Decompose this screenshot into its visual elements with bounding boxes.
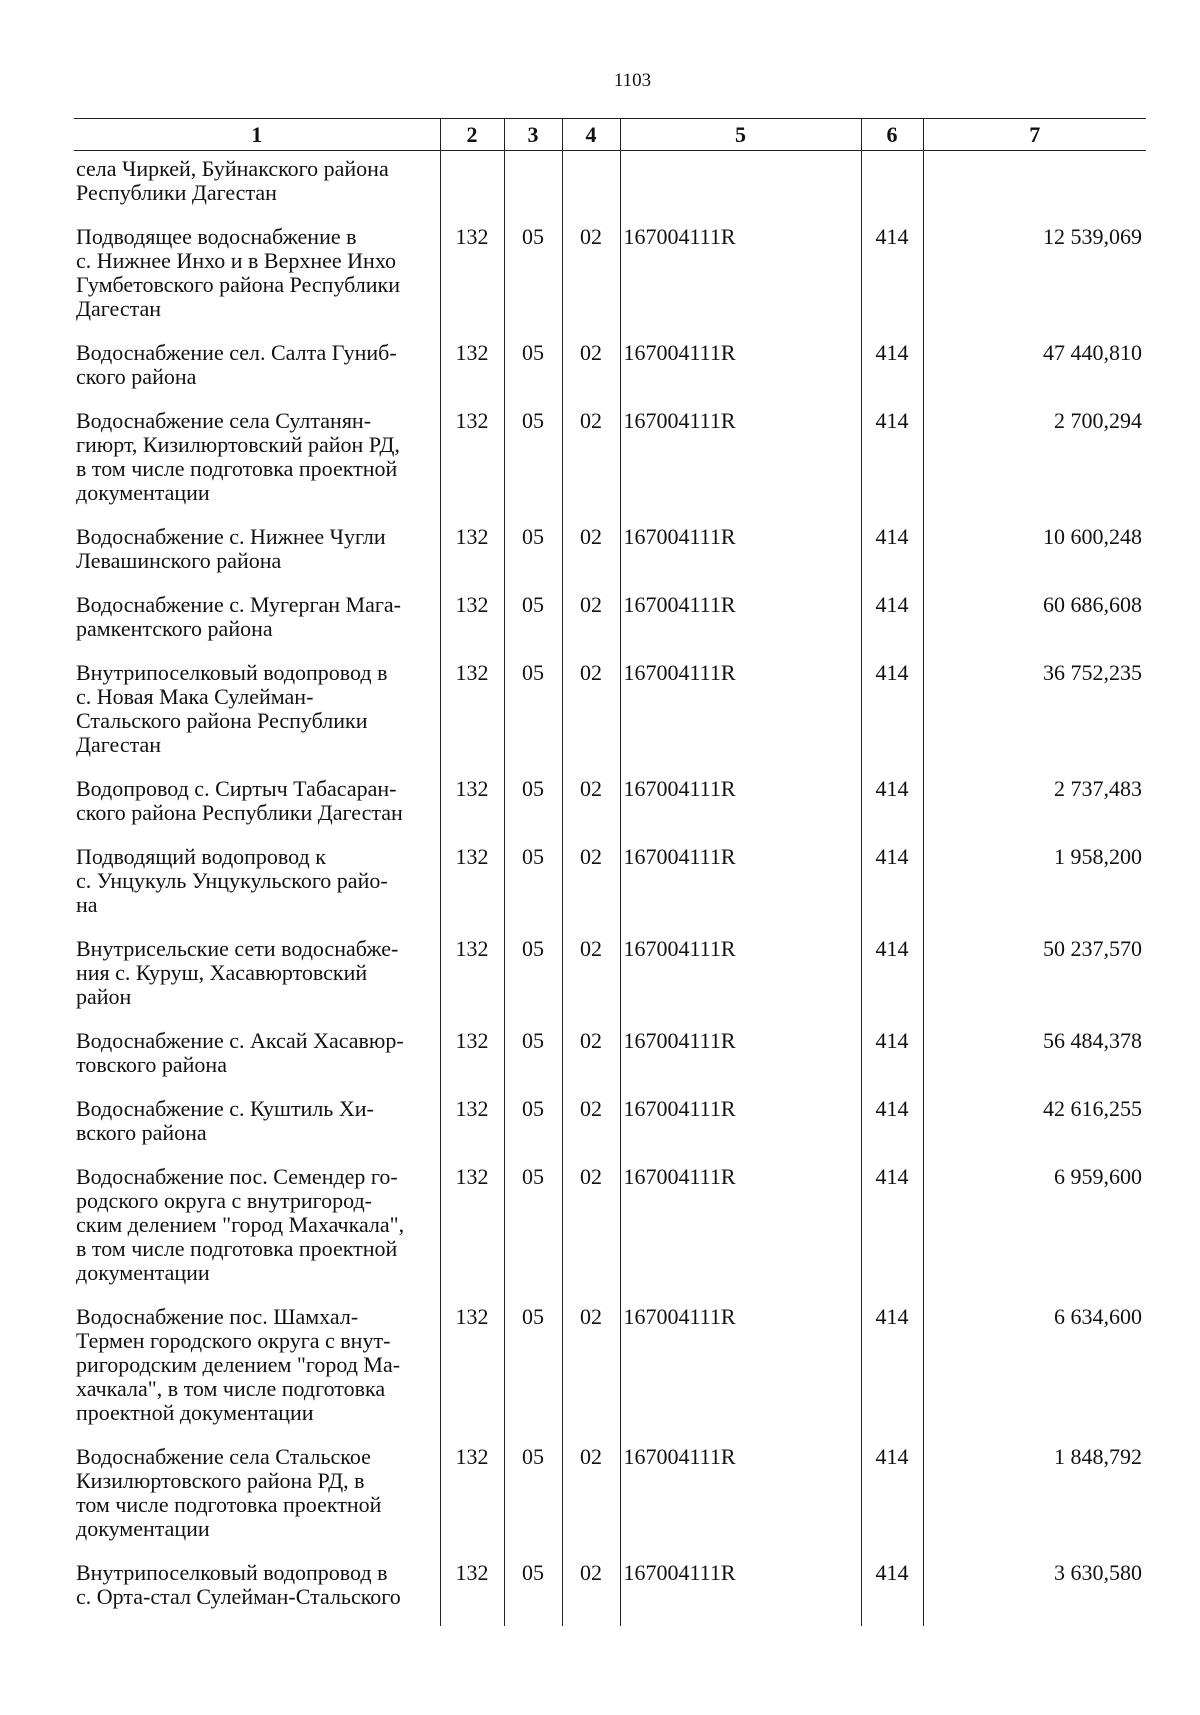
cell-col-3: 05 [504, 842, 562, 934]
cell-col-5: 167004111R [620, 1558, 861, 1626]
cell-description: Водоснабжение с. Нижнее Чугли Левашинского района [76, 524, 386, 573]
cell-col-2: 132 [440, 406, 504, 522]
cell-col-6 [861, 151, 923, 223]
cell-col-2: 132 [440, 590, 504, 658]
page-number: 1103 [613, 70, 652, 91]
cell-col-3: 05 [504, 338, 562, 406]
header-col-3: 3 [504, 119, 562, 151]
table-body [74, 151, 1146, 1627]
cell-col-5: 167004111R [620, 934, 861, 1026]
table-row [74, 1094, 1146, 1162]
cell-col-2: 132 [440, 1162, 504, 1302]
table-row [74, 1026, 1146, 1094]
table-row [74, 842, 1146, 934]
cell-col-3: 05 [504, 1302, 562, 1442]
table-row [74, 338, 1146, 406]
cell-amount: 56 484,378 [923, 1026, 1146, 1094]
cell-col-3 [504, 151, 562, 223]
cell-description: Внутрипоселковый водопровод в с. Новая Мака Сулейман- Стальского района Республики Дагестан [76, 660, 388, 757]
cell-col-4: 02 [562, 1558, 620, 1626]
table-row [74, 1558, 1146, 1626]
cell-col-5: 167004111R [620, 842, 861, 934]
cell-col-4: 02 [562, 1162, 620, 1302]
cell-col-4: 02 [562, 1442, 620, 1558]
cell-col-4: 02 [562, 590, 620, 658]
cell-description: Водоснабжение пос. Шамхал- Термен городского округа с внут- ригородским делением "город Ма- хачкала", в том числе подготовка проектной документации [76, 1304, 401, 1425]
cell-col-6: 414 [861, 1302, 923, 1442]
table-row [74, 406, 1146, 522]
cell-col-2: 132 [440, 1558, 504, 1626]
cell-col-5: 167004111R [620, 1094, 861, 1162]
header-col-5: 5 [620, 119, 861, 151]
cell-col-4: 02 [562, 522, 620, 590]
cell-col-5: 167004111R [620, 406, 861, 522]
cell-amount: 3 630,580 [923, 1558, 1146, 1626]
cell-amount: 6 959,600 [923, 1162, 1146, 1302]
cell-col-5 [620, 151, 861, 223]
cell-col-6: 414 [861, 1558, 923, 1626]
cell-col-2: 132 [440, 222, 504, 338]
cell-col-4: 02 [562, 1026, 620, 1094]
header-col-4: 4 [562, 119, 620, 151]
cell-col-6: 414 [861, 590, 923, 658]
table-row [74, 774, 1146, 842]
cell-description: Подводящий водопровод к с. Унцукуль Унцукульского райо- на [76, 844, 388, 917]
cell-col-6: 414 [861, 658, 923, 774]
cell-description: Водоснабжение села Стальское Кизилюртовского района РД, в том числе подготовка проектной документации [76, 1444, 382, 1541]
table-row [74, 151, 1146, 223]
cell-col-2: 132 [440, 1094, 504, 1162]
cell-col-2 [440, 151, 504, 223]
cell-col-3: 05 [504, 1094, 562, 1162]
cell-col-5: 167004111R [620, 590, 861, 658]
cell-col-5: 167004111R [620, 522, 861, 590]
cell-description: Водоснабжение сел. Салта Гуниб- ского района [76, 340, 397, 389]
cell-col-5: 167004111R [620, 338, 861, 406]
cell-amount: 2 737,483 [923, 774, 1146, 842]
cell-description: Подводящее водоснабжение в с. Нижнее Инхо и в Верхнее Инхо Гумбетовского района Республики Дагестан [76, 224, 401, 321]
cell-col-3: 05 [504, 1558, 562, 1626]
cell-col-3: 05 [504, 1442, 562, 1558]
table-row [74, 658, 1146, 774]
cell-col-4: 02 [562, 842, 620, 934]
cell-amount: 47 440,810 [923, 338, 1146, 406]
header-col-7: 7 [923, 119, 1146, 151]
cell-col-6: 414 [861, 934, 923, 1026]
cell-col-2: 132 [440, 658, 504, 774]
cell-col-5: 167004111R [620, 1026, 861, 1094]
cell-col-4: 02 [562, 338, 620, 406]
cell-col-6: 414 [861, 1026, 923, 1094]
cell-amount: 1 848,792 [923, 1442, 1146, 1558]
cell-col-3: 05 [504, 934, 562, 1026]
cell-amount: 42 616,255 [923, 1094, 1146, 1162]
cell-col-2: 132 [440, 522, 504, 590]
cell-col-3: 05 [504, 658, 562, 774]
cell-col-6: 414 [861, 222, 923, 338]
cell-amount: 50 237,570 [923, 934, 1146, 1026]
table-row [74, 590, 1146, 658]
cell-col-4: 02 [562, 1094, 620, 1162]
cell-amount: 1 958,200 [923, 842, 1146, 934]
cell-amount: 36 752,235 [923, 658, 1146, 774]
cell-col-5: 167004111R [620, 1162, 861, 1302]
cell-col-6: 414 [861, 842, 923, 934]
cell-col-4 [562, 151, 620, 223]
cell-description: Водоснабжение села Султанян- гиюрт, Кизилюртовский район РД, в том числе подготовка проектной документации [76, 408, 400, 505]
cell-description: села Чиркей, Буйнакского района Республики Дагестан [76, 156, 389, 205]
cell-amount: 10 600,248 [923, 522, 1146, 590]
cell-col-2: 132 [440, 842, 504, 934]
cell-col-6: 414 [861, 774, 923, 842]
cell-description: Водоснабжение с. Аксай Хасавюр- товского района [76, 1028, 404, 1077]
cell-col-3: 05 [504, 1026, 562, 1094]
cell-col-5: 167004111R [620, 774, 861, 842]
cell-col-3: 05 [504, 222, 562, 338]
header-col-1: 1 [74, 119, 440, 151]
cell-col-4: 02 [562, 934, 620, 1026]
cell-amount: 2 700,294 [923, 406, 1146, 522]
cell-col-4: 02 [562, 1302, 620, 1442]
header-col-6: 6 [861, 119, 923, 151]
cell-col-6: 414 [861, 1162, 923, 1302]
table-header [74, 119, 1146, 151]
cell-col-3: 05 [504, 774, 562, 842]
cell-col-6: 414 [861, 338, 923, 406]
cell-description: Водоснабжение с. Куштиль Хи- вского района [76, 1096, 374, 1145]
cell-col-4: 02 [562, 406, 620, 522]
cell-col-2: 132 [440, 338, 504, 406]
header-row [74, 119, 1146, 151]
cell-col-6: 414 [861, 522, 923, 590]
cell-col-6: 414 [861, 1094, 923, 1162]
cell-col-6: 414 [861, 1442, 923, 1558]
cell-col-2: 132 [440, 934, 504, 1026]
cell-col-2: 132 [440, 1026, 504, 1094]
cell-col-3: 05 [504, 406, 562, 522]
cell-description: Водоснабжение пос. Семендер го- родского округа с внутригород- ским делением "город Махачкала", в том числе подготовка проектной документации [76, 1164, 405, 1285]
table-row [74, 934, 1146, 1026]
cell-amount: 6 634,600 [923, 1302, 1146, 1442]
cell-description: Внутрипоселковый водопровод в с. Орта-стал Сулейман-Стальского [76, 1560, 401, 1609]
cell-col-5: 167004111R [620, 1302, 861, 1442]
cell-col-6: 414 [861, 406, 923, 522]
cell-amount: 12 539,069 [923, 222, 1146, 338]
cell-col-2: 132 [440, 1302, 504, 1442]
cell-amount [923, 151, 1146, 223]
table-row [74, 1442, 1146, 1558]
cell-description: Водоснабжение с. Мугерган Мага- рамкентского района [76, 592, 401, 641]
budget-table-container [74, 118, 1146, 1626]
table-row [74, 222, 1146, 338]
cell-col-5: 167004111R [620, 222, 861, 338]
table-row [74, 522, 1146, 590]
cell-col-4: 02 [562, 774, 620, 842]
cell-col-2: 132 [440, 1442, 504, 1558]
header-col-2: 2 [440, 119, 504, 151]
cell-col-3: 05 [504, 590, 562, 658]
cell-col-2: 132 [440, 774, 504, 842]
table-row [74, 1302, 1146, 1442]
cell-amount: 60 686,608 [923, 590, 1146, 658]
cell-col-5: 167004111R [620, 658, 861, 774]
cell-col-4: 02 [562, 222, 620, 338]
cell-col-3: 05 [504, 1162, 562, 1302]
cell-col-3: 05 [504, 522, 562, 590]
cell-description: Водопровод с. Сиртыч Табасаран- ского района Республики Дагестан [76, 776, 403, 825]
budget-table [74, 118, 1146, 1626]
table-row [74, 1162, 1146, 1302]
cell-col-5: 167004111R [620, 1442, 861, 1558]
cell-col-4: 02 [562, 658, 620, 774]
cell-description: Внутрисельские сети водоснабже- ния с. Куруш, Хасавюртовский район [76, 936, 399, 1009]
